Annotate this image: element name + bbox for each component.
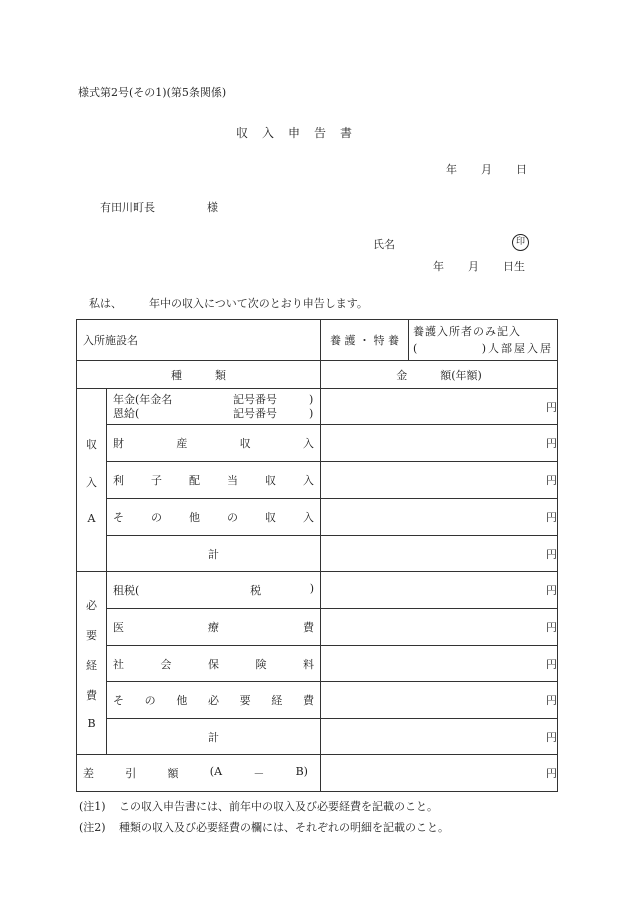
- tax-close: ): [309, 582, 314, 595]
- expense-subtotal-row: [77, 719, 558, 755]
- expense-group-char: 要: [86, 628, 97, 642]
- note-2: [79, 819, 449, 835]
- date-year-label: 年: [446, 163, 457, 176]
- note-1-text: この収入申告書には、前年中の収入及び必要経費を記載のこと。: [119, 800, 438, 813]
- income-group-label: [77, 389, 107, 572]
- care-type-cell: [321, 320, 409, 361]
- care-type-label: 養 護 ・ 特 養: [330, 334, 399, 347]
- note-1-label: (注1): [79, 800, 106, 813]
- expense-group-label: [77, 572, 107, 755]
- property-income-row: [77, 425, 558, 462]
- addressee-name: 有田川町長: [100, 201, 155, 214]
- interest-dividend-row: [77, 462, 558, 499]
- difference-row: [77, 755, 558, 792]
- property-income-amount-cell[interactable]: [321, 425, 558, 462]
- note-2-text: 種類の収入及び必要経費の欄には、それぞれの明細を記載のこと。: [119, 821, 449, 834]
- yen-unit: 円: [546, 694, 557, 707]
- yen-unit: 円: [546, 400, 557, 414]
- expense-group-char: 必: [86, 598, 97, 612]
- income-subtotal-label: 計: [107, 536, 321, 572]
- pension-label: 年金(年金名: [113, 392, 173, 406]
- income-group-char: A: [87, 511, 96, 525]
- date-month-label: 月: [481, 163, 492, 176]
- intro-text: 年中の収入について次のとおり申告します。: [149, 297, 368, 310]
- pension-amount-cell[interactable]: [321, 389, 558, 425]
- addressee-honorific: 様: [207, 201, 218, 214]
- amount-header: 金 額(年額): [321, 361, 558, 389]
- onkyu-close: ): [309, 406, 314, 420]
- facility-name-cell[interactable]: [77, 320, 321, 361]
- income-subtotal-row: [77, 536, 558, 572]
- onkyu-line: [113, 407, 314, 421]
- birth-month-label: 月: [468, 260, 479, 273]
- tax-label: 租税(: [113, 584, 140, 597]
- tax-amount-cell[interactable]: [321, 572, 558, 609]
- tax-suffix: 税: [250, 584, 262, 597]
- pension-type-cell[interactable]: [107, 389, 321, 425]
- income-group-char: 収: [86, 437, 97, 451]
- interest-dividend-label: 利 子 配 当 収 入: [107, 462, 321, 499]
- seal-mark: 印: [512, 234, 529, 251]
- yen-unit: 円: [546, 437, 557, 450]
- other-expense-amount-cell[interactable]: [321, 682, 558, 719]
- yen-unit: 円: [546, 657, 557, 671]
- income-subtotal-amount-cell[interactable]: [321, 536, 558, 572]
- date-day-label: 日: [516, 163, 527, 176]
- other-income-row: [77, 499, 558, 536]
- room-note-cell[interactable]: [409, 320, 558, 361]
- expense-group-char: B: [87, 716, 96, 730]
- pension-close: ): [309, 392, 314, 406]
- social-insurance-label: 社 会 保 険 料: [107, 646, 321, 682]
- income-group-char: 入: [86, 475, 97, 489]
- intro-prefix: 私は、: [89, 297, 122, 310]
- onkyu-label: 恩給(: [113, 406, 140, 420]
- onkyu-code-label: 記号番号: [233, 406, 277, 420]
- header-row: [77, 361, 558, 389]
- tax-row: [77, 572, 558, 609]
- facility-row: [77, 320, 558, 361]
- medical-expense-row: [77, 609, 558, 646]
- yen-unit: 円: [546, 730, 557, 744]
- interest-dividend-amount-cell[interactable]: [321, 462, 558, 499]
- yen-unit: 円: [546, 584, 557, 597]
- difference-label: 差 引 額 (A － B): [77, 755, 321, 792]
- room-note-close: )人部屋入居: [481, 342, 553, 355]
- yen-unit: 円: [546, 767, 557, 780]
- type-header: 種 類: [77, 361, 321, 389]
- expense-subtotal-amount-cell[interactable]: [321, 719, 558, 755]
- income-declaration-table: [76, 319, 558, 792]
- room-note-open: (: [413, 342, 418, 355]
- medical-expense-label: 医 療 費: [107, 609, 321, 646]
- room-note-line2: [413, 340, 553, 357]
- pension-row: [77, 389, 558, 425]
- social-insurance-amount-cell[interactable]: [321, 646, 558, 682]
- other-income-label: そ の 他 の 収 入: [107, 499, 321, 536]
- yen-unit: 円: [546, 621, 557, 634]
- other-income-amount-cell[interactable]: [321, 499, 558, 536]
- expense-group-char: 経: [86, 658, 97, 672]
- pension-line: [113, 393, 314, 407]
- yen-unit: 円: [546, 547, 557, 561]
- yen-unit: 円: [546, 474, 557, 487]
- tax-type-cell[interactable]: [107, 572, 321, 609]
- expense-group-char: 費: [86, 688, 97, 702]
- social-insurance-row: [77, 646, 558, 682]
- difference-amount-cell[interactable]: [321, 755, 558, 792]
- note-1: [79, 798, 438, 814]
- pension-code-label: 記号番号: [233, 392, 277, 406]
- yen-unit: 円: [546, 511, 557, 524]
- applicant-name-label: 氏名: [373, 238, 395, 251]
- birth-year-label: 年: [433, 260, 444, 273]
- other-expense-row: [77, 682, 558, 719]
- document-title: 収 入 申 告 書: [236, 126, 354, 140]
- expense-subtotal-label: 計: [107, 719, 321, 755]
- room-note-line1: 養護入所者のみ記入: [413, 325, 521, 338]
- facility-name-label: 入所施設名: [83, 334, 138, 347]
- other-expense-label: そ の 他 必 要 経 費: [107, 682, 321, 719]
- property-income-label: 財 産 収 入: [107, 425, 321, 462]
- medical-expense-amount-cell[interactable]: [321, 609, 558, 646]
- form-number: 様式第2号(その1)(第5条関係): [78, 86, 227, 99]
- birth-day-label: 日生: [503, 260, 525, 273]
- note-2-label: (注2): [79, 821, 106, 834]
